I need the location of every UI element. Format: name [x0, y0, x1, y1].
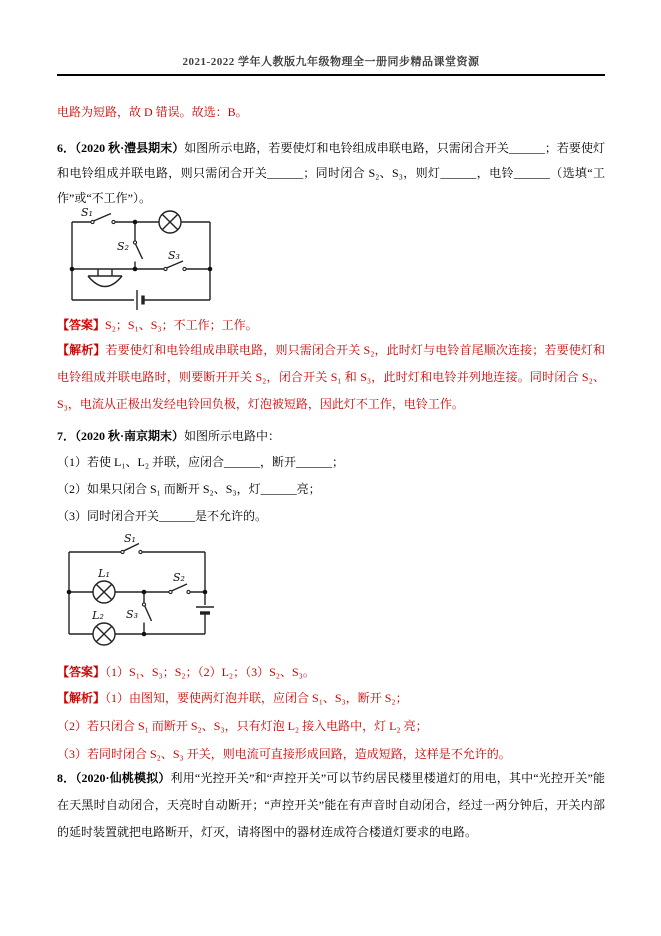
page-header — [57, 0, 605, 76]
q6-answer-text: S₂；S₁、S₃；不工作；工作。 — [105, 318, 258, 332]
switch-s3-icon — [164, 249, 186, 271]
q7-analysis-2: （2）若只闭合 S₁ 而断开 S₂、S₃，只有灯泡 L₂ 接入电路中，灯 L₂ 亮； — [57, 719, 428, 733]
svg-text:S₁: S₁ — [81, 206, 93, 219]
q7-circuit-svg — [62, 531, 227, 653]
svg-text:S₃: S₃ — [126, 608, 138, 621]
q7-analysis-1 — [57, 686, 605, 711]
q7-circuit-figure — [62, 531, 227, 653]
q7-part-1: （1）若使 L₁、L₂ 并联，应闭合______，断开______； — [57, 455, 345, 469]
q8-stem — [57, 765, 605, 846]
switch-s1-icon — [121, 532, 142, 554]
q7-analysis-text-1: （1）由图知，要使两灯泡并联，应闭合 S₁、S₃，断开 S₂； — [105, 691, 408, 705]
svg-text:S₂: S₂ — [173, 571, 185, 584]
q8-stem-text: 利用“光控开关”和“声控开关”可以节约居民楼里楼道灯的用电，其中“光控开关”能在天黑时自动闭合，天亮时自动断开；“声控开关”能在有声音时自动闭合，经过一两分钟后，开关内部的延时装置就把电路断开，灯灭，请将图中的器材连成符合楼道灯要求的电路。 — [57, 771, 605, 839]
q8-number: 8．（2020·仙桃模拟） — [57, 771, 171, 785]
q6-analysis-text: 若要使灯和电铃组成串联电路，则只需闭合开关 S₂，此时灯与电铃首尾顺次连接；若要使灯和电铃组成并联电路时，则要断开开关 S₂，闭合开关 S₁ 和 S₃，此时灯和电铃并列地连接。同时闭合 S₂、S₃，电流从正极出发经电铃回负极，灯泡被短路，因此灯不工作，电铃工作。 — [57, 343, 605, 411]
q6-answer-label: 【答案】 — [57, 318, 106, 332]
svg-text:S₁: S₁ — [124, 532, 136, 545]
q6-number: 6．（2020 秋·澧县期末） — [57, 141, 185, 155]
switch-s2-icon — [169, 571, 190, 594]
q7-intro-text: 如图所示电路中： — [184, 429, 281, 443]
q7-answer-label: 【答案】 — [57, 665, 106, 679]
junction-dots — [70, 220, 213, 272]
switch-s2-icon — [117, 222, 142, 269]
battery-icon — [196, 607, 214, 613]
q7-part-3: （3）同时闭合开关______是不允许的。 — [57, 509, 268, 523]
q6-analysis-label: 【解析】 — [57, 343, 106, 357]
circuit-wires — [72, 222, 210, 300]
q6-stem-text: 如图所示电路，若要使灯和电铃组成串联电路，只需闭合开关______；若要使灯和电铃组成并联电路，则只需闭合开关______；同时闭合 S₂、S₃，则灯______，电铃______（选填“工作”或“不工作”）。 — [57, 141, 605, 205]
lamp-icon — [159, 211, 181, 233]
q6-circuit-svg — [62, 203, 220, 313]
svg-text:L₂: L₂ — [92, 609, 104, 622]
q6-answer — [57, 313, 605, 338]
q7-part-2: （2）如果只闭合 S₁ 而断开 S₂、S₃，灯______亮； — [57, 482, 321, 496]
q6-stem — [57, 136, 605, 211]
switch-s1-icon — [81, 206, 115, 224]
q6-circuit-figure — [62, 203, 220, 313]
circuit-wires — [69, 552, 205, 634]
q7-number: 7．（2020 秋·南京期末） — [57, 429, 185, 443]
q7-analysis-3: （3）若同时闭合 S₂、S₃ 开关，则电流可直接形成回路，造成短路，这样是不允许的。 — [57, 747, 511, 761]
battery-icon — [137, 290, 143, 310]
bell-icon — [88, 269, 122, 287]
svg-text:L₁: L₁ — [98, 567, 110, 580]
q6-analysis — [57, 337, 605, 418]
switch-s3-icon — [126, 592, 151, 634]
lamp-l1-icon — [93, 567, 115, 603]
header-title: 2021-2022 学年人教版九年级物理全一册同步精品课堂资源 — [182, 56, 480, 68]
svg-text:S₂: S₂ — [117, 240, 129, 253]
lamp-l2-icon — [91, 609, 115, 645]
q7-stem — [57, 424, 605, 449]
svg-text:S₃: S₃ — [168, 249, 180, 262]
q7-answer-text: （1）S₁、S₃；S₂；（2）L₂；（3）S₂、S₃。 — [105, 665, 315, 679]
q7-answer — [57, 660, 605, 685]
prev-answer-tail: 电路为短路，故 D 错误。故选：B。 — [57, 105, 248, 119]
q7-analysis-label: 【解析】 — [57, 691, 106, 705]
